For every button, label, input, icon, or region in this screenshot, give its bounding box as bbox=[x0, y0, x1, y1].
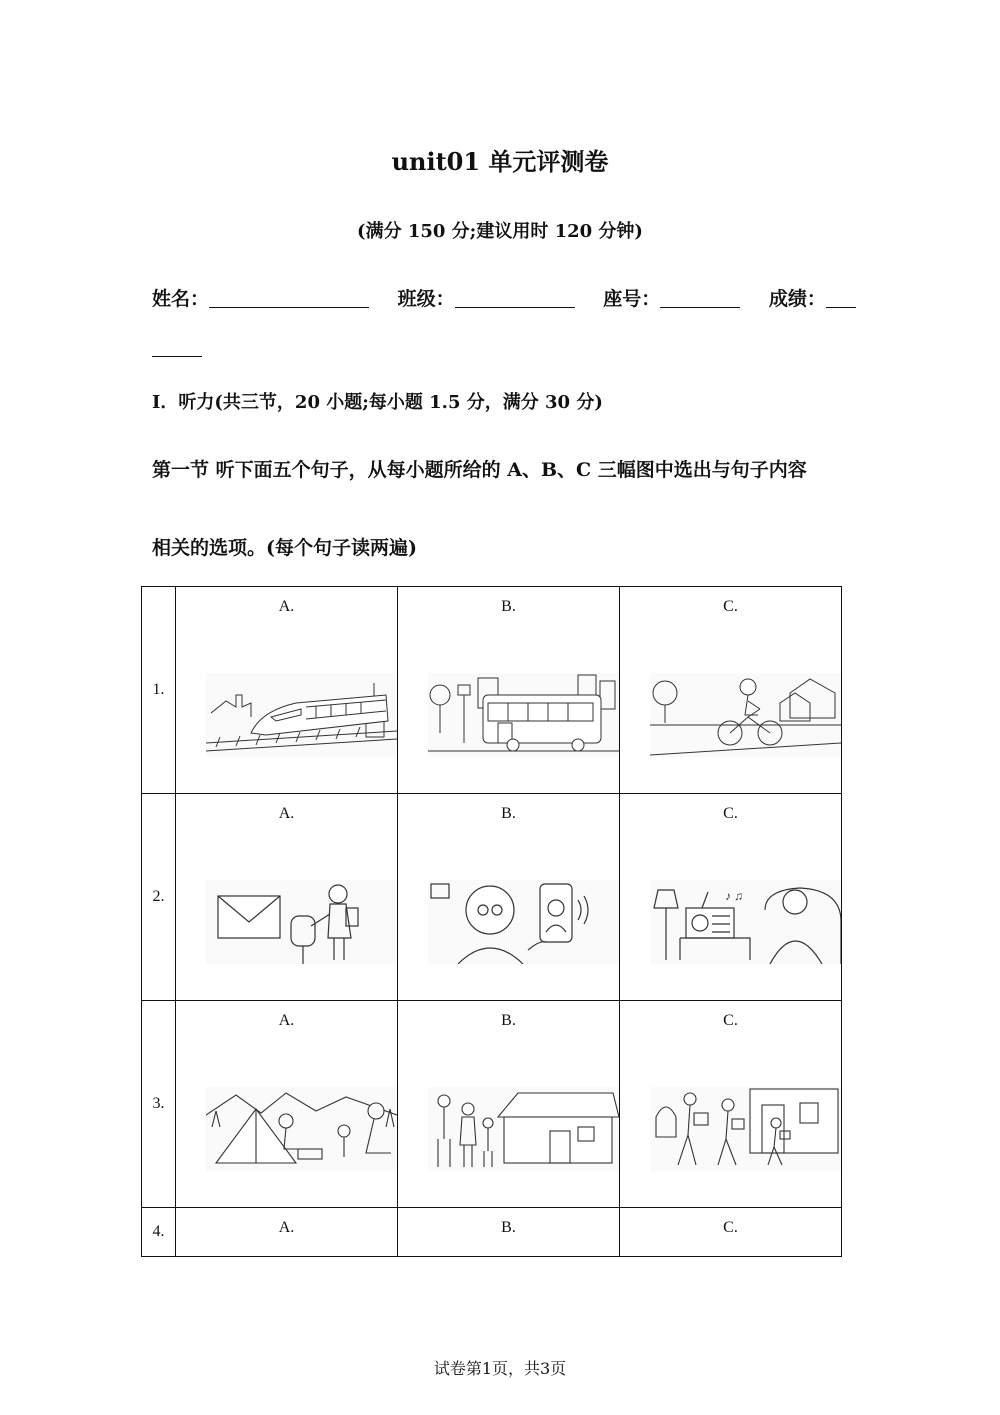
name-label: 姓名： bbox=[152, 288, 210, 310]
grandma-video-call-picture bbox=[428, 880, 619, 964]
question-row bbox=[142, 1001, 842, 1208]
instruction-line-1: 第一节 听下面五个句子，从每小题所给的 A、B、C 三幅图中选出与句子内容 bbox=[152, 459, 807, 481]
class-label: 班级： bbox=[397, 288, 455, 310]
boy-riding-bicycle-picture bbox=[650, 673, 841, 757]
option-label: B. bbox=[501, 805, 516, 822]
option-label: A. bbox=[278, 805, 295, 822]
option-cell[interactable] bbox=[620, 794, 842, 1001]
family-moving-boxes-picture bbox=[650, 1087, 841, 1171]
option-cell[interactable] bbox=[620, 587, 842, 794]
question-number: 4. bbox=[142, 1208, 176, 1257]
score-field[interactable] bbox=[826, 289, 856, 308]
page-footer: 试卷第1页，共3页 bbox=[433, 1359, 567, 1378]
grandma-listening-radio-picture bbox=[650, 880, 841, 964]
city-bus-picture bbox=[428, 673, 619, 757]
student-info-line bbox=[152, 284, 856, 311]
seat-label: 座号： bbox=[603, 288, 661, 310]
high-speed-train-picture bbox=[206, 673, 397, 757]
option-label: C. bbox=[723, 1219, 738, 1236]
name-field[interactable] bbox=[209, 289, 369, 308]
option-label: C. bbox=[723, 805, 738, 822]
option-cell[interactable] bbox=[398, 1001, 620, 1208]
question-row bbox=[142, 1208, 842, 1257]
option-cell[interactable] bbox=[176, 587, 398, 794]
option-label: C. bbox=[723, 598, 738, 615]
option-label: A. bbox=[278, 1219, 295, 1236]
score-label: 成绩： bbox=[768, 288, 826, 310]
class-field[interactable] bbox=[455, 289, 575, 308]
option-label: A. bbox=[278, 1012, 295, 1029]
section-heading: Ⅰ．听力(共三节，20 小题;每小题 1.5 分，满分 30 分) bbox=[152, 392, 603, 413]
svg-text:♪ ♫: ♪ ♫ bbox=[725, 889, 743, 903]
instruction-line-2: 相关的选项。(每个句子读两遍) bbox=[152, 537, 417, 559]
option-cell[interactable] bbox=[176, 1208, 398, 1257]
option-cell[interactable] bbox=[620, 1208, 842, 1257]
girl-mailing-letter-picture bbox=[206, 880, 397, 964]
question-number: 1. bbox=[142, 587, 176, 794]
family-at-old-house-picture bbox=[428, 1087, 619, 1171]
option-cell[interactable] bbox=[620, 1001, 842, 1208]
question-row bbox=[142, 794, 842, 1001]
question-number: 3. bbox=[142, 1001, 176, 1208]
seat-field[interactable] bbox=[660, 289, 740, 308]
question-number: 2. bbox=[142, 794, 176, 1001]
score-field-continuation[interactable] bbox=[152, 356, 202, 357]
page-title: unit01 单元评测卷 bbox=[391, 147, 609, 176]
option-label: B. bbox=[501, 1219, 516, 1236]
option-label: B. bbox=[501, 1012, 516, 1029]
question-row bbox=[142, 587, 842, 794]
option-cell[interactable] bbox=[398, 587, 620, 794]
option-cell[interactable] bbox=[176, 794, 398, 1001]
option-cell[interactable] bbox=[398, 1208, 620, 1257]
option-label: C. bbox=[723, 1012, 738, 1029]
option-label: A. bbox=[278, 598, 295, 615]
question-table bbox=[141, 586, 842, 1257]
option-label: B. bbox=[501, 598, 516, 615]
option-cell[interactable] bbox=[176, 1001, 398, 1208]
family-camping-picture bbox=[206, 1087, 397, 1171]
page-subtitle: (满分 150 分;建议用时 120 分钟) bbox=[357, 221, 643, 242]
option-cell[interactable] bbox=[398, 794, 620, 1001]
